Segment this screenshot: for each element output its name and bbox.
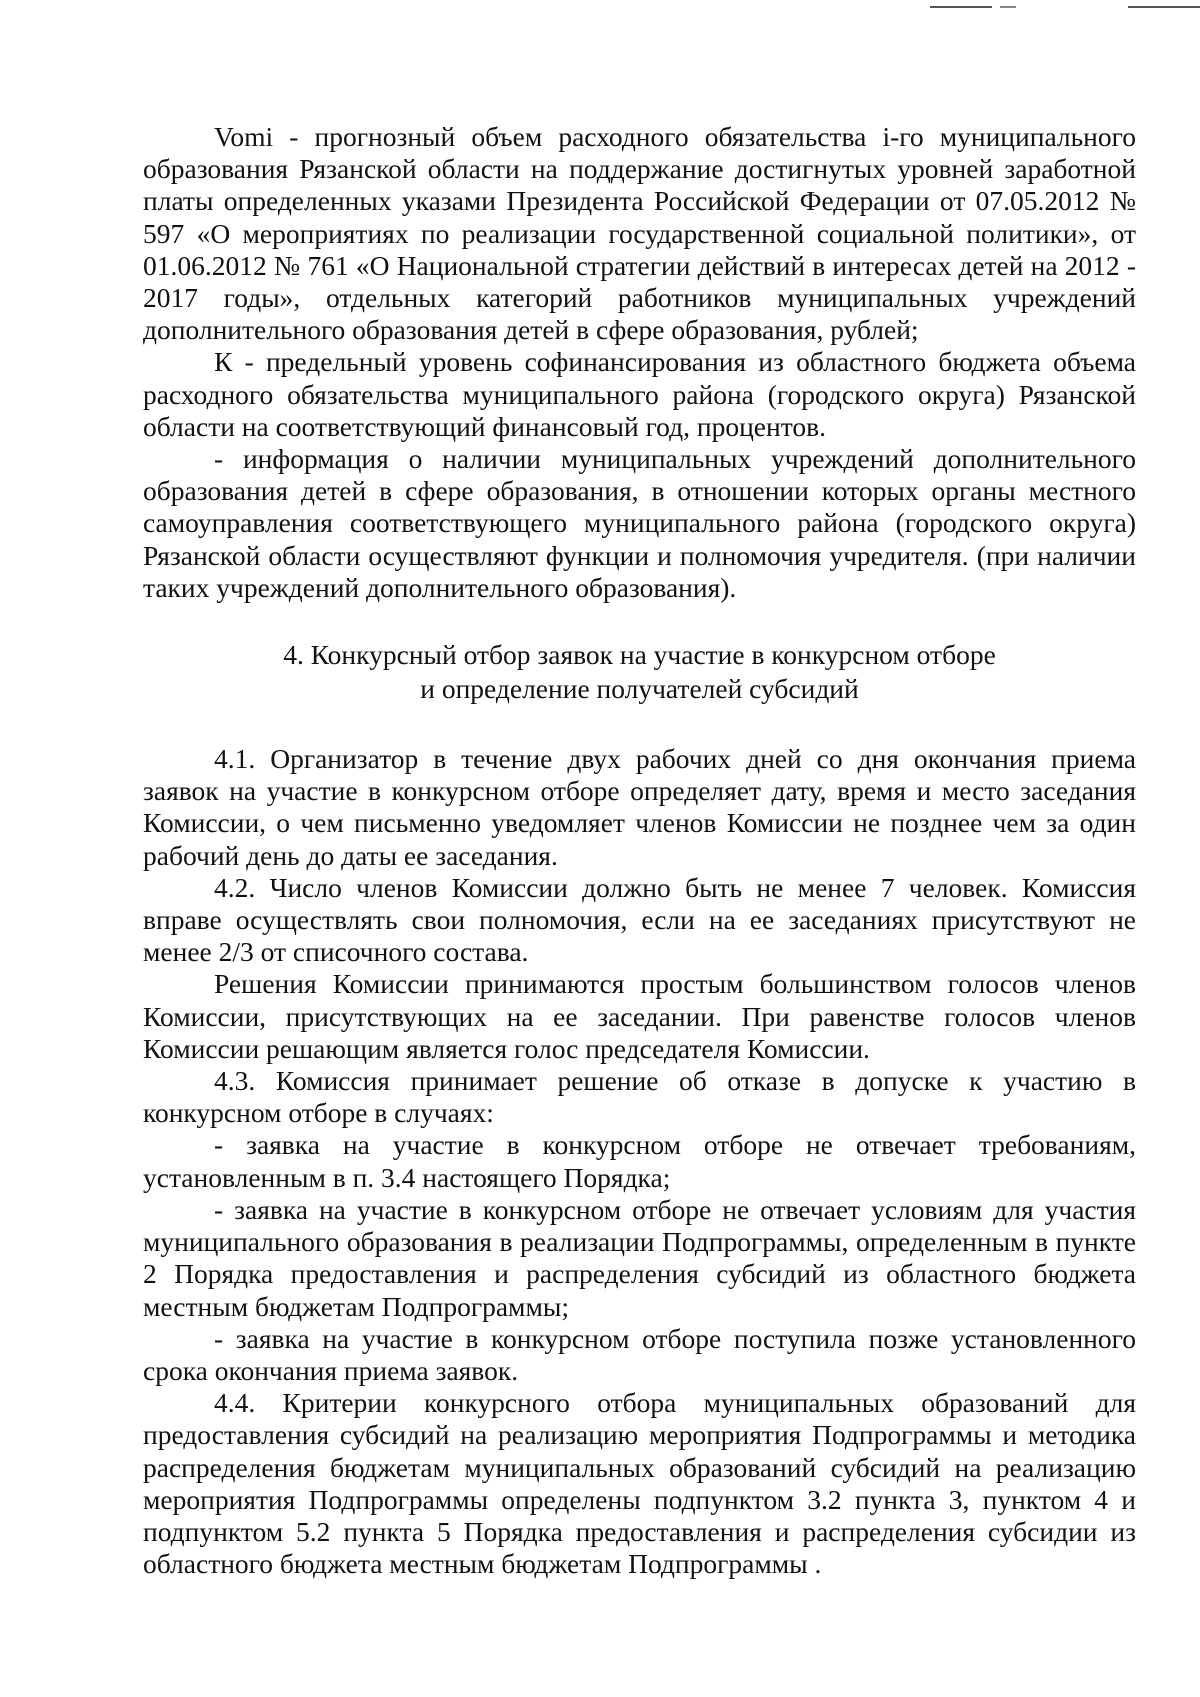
list-item-rejection-requirements: - заявка на участие в конкурсном отборе не отвечает требованиям, установленным в п. 3.4 настоящего Порядка; bbox=[143, 1129, 1136, 1193]
document-body bbox=[143, 121, 1136, 1580]
paragraph-institutions-info: - информация о наличии муниципальных учреждений дополнительного образования детей в сфере образования, в отношении которых органы местного самоуправления соответствующего муниципального района (городского округа) Рязанской области осуществляют функции и полномочия учредителя. (при наличии таких учреждений дополнительного образования). bbox=[143, 443, 1136, 603]
paragraph-4-1: 4.1. Организатор в течение двух рабочих дней со дня окончания приема заявок на участие в конкурсном отборе определяет дату, время и место заседания Комиссии, о чем письменно уведомляет членов Комиссии не позднее чем за один рабочий день до даты ее заседания. bbox=[143, 743, 1136, 871]
scan-artifact-line bbox=[1128, 6, 1200, 8]
section-heading-line-2: и определение получателей субсидий bbox=[420, 673, 859, 705]
section-heading bbox=[143, 638, 1136, 706]
spacer bbox=[143, 604, 1136, 638]
paragraph-4-4: 4.4. Критерии конкурсного отбора муниципальных образований для предоставления субсидий на реализацию мероприятия Подпрограммы и методика распределения бюджетам муниципальных образований субсидий на реализацию мероприятия Подпрограммы определены подпунктом 3.2 пункта 3, пунктом 4 и подпунктом 5.2 пункта 5 Порядка предоставления и распределения субсидии из областного бюджета местным бюджетам Подпрограммы . bbox=[143, 1387, 1136, 1580]
spacer bbox=[143, 706, 1136, 743]
list-item-rejection-late: - заявка на участие в конкурсном отборе поступила позже установленного срока окончания приема заявок. bbox=[143, 1322, 1136, 1386]
paragraph-4-3: 4.3. Комиссия принимает решение об отказе в допуске к участию в конкурсном отборе в случаях: bbox=[143, 1065, 1136, 1129]
section-heading-line-1: 4. Конкурсный отбор заявок на участие в конкурсном отборе bbox=[283, 639, 996, 671]
paragraph-k-definition: К - предельный уровень софинансирования из областного бюджета объема расходного обязательства муниципального района (городского округа) Рязанской области на соответствующий финансовый год, процентов. bbox=[143, 346, 1136, 442]
list-item-rejection-conditions: - заявка на участие в конкурсном отборе не отвечает условиям для участия муниципального образования в реализации Подпрограммы, определенным в пункте 2 Порядка предоставления и распределения субсидий из областного бюджета местным бюджетам Подпрограммы; bbox=[143, 1193, 1136, 1322]
paragraph-decisions: Решения Комиссии принимаются простым большинством голосов членов Комиссии, присутствующих на ее заседании. При равенстве голосов членов Комиссии решающим является голос председателя Комиссии. bbox=[143, 968, 1136, 1064]
paragraph-vomi-definition: Vomi - прогнозный объем расходного обязательства i-го муниципального образования Рязанской области на поддержание достигнутых уровней заработной платы определенных указами Президента Российской Федерации от 07.05.2012 № 597 «О мероприятиях по реализации государственной социальной политики», от 01.06.2012 № 761 «О Национальной стратегии действий в интересах детей на 2012 - 2017 годы», отдельных категорий работников муниципальных учреждений дополнительного образования детей в сфере образования, рублей; bbox=[143, 121, 1136, 346]
paragraph-4-2: 4.2. Число членов Комиссии должно быть не менее 7 человек. Комиссия вправе осуществлять свои полномочия, если на ее заседаниях присутствуют не менее 2/3 от списочного состава. bbox=[143, 871, 1136, 968]
scan-artifact-line bbox=[1000, 6, 1016, 8]
scan-artifact-line bbox=[930, 6, 992, 8]
